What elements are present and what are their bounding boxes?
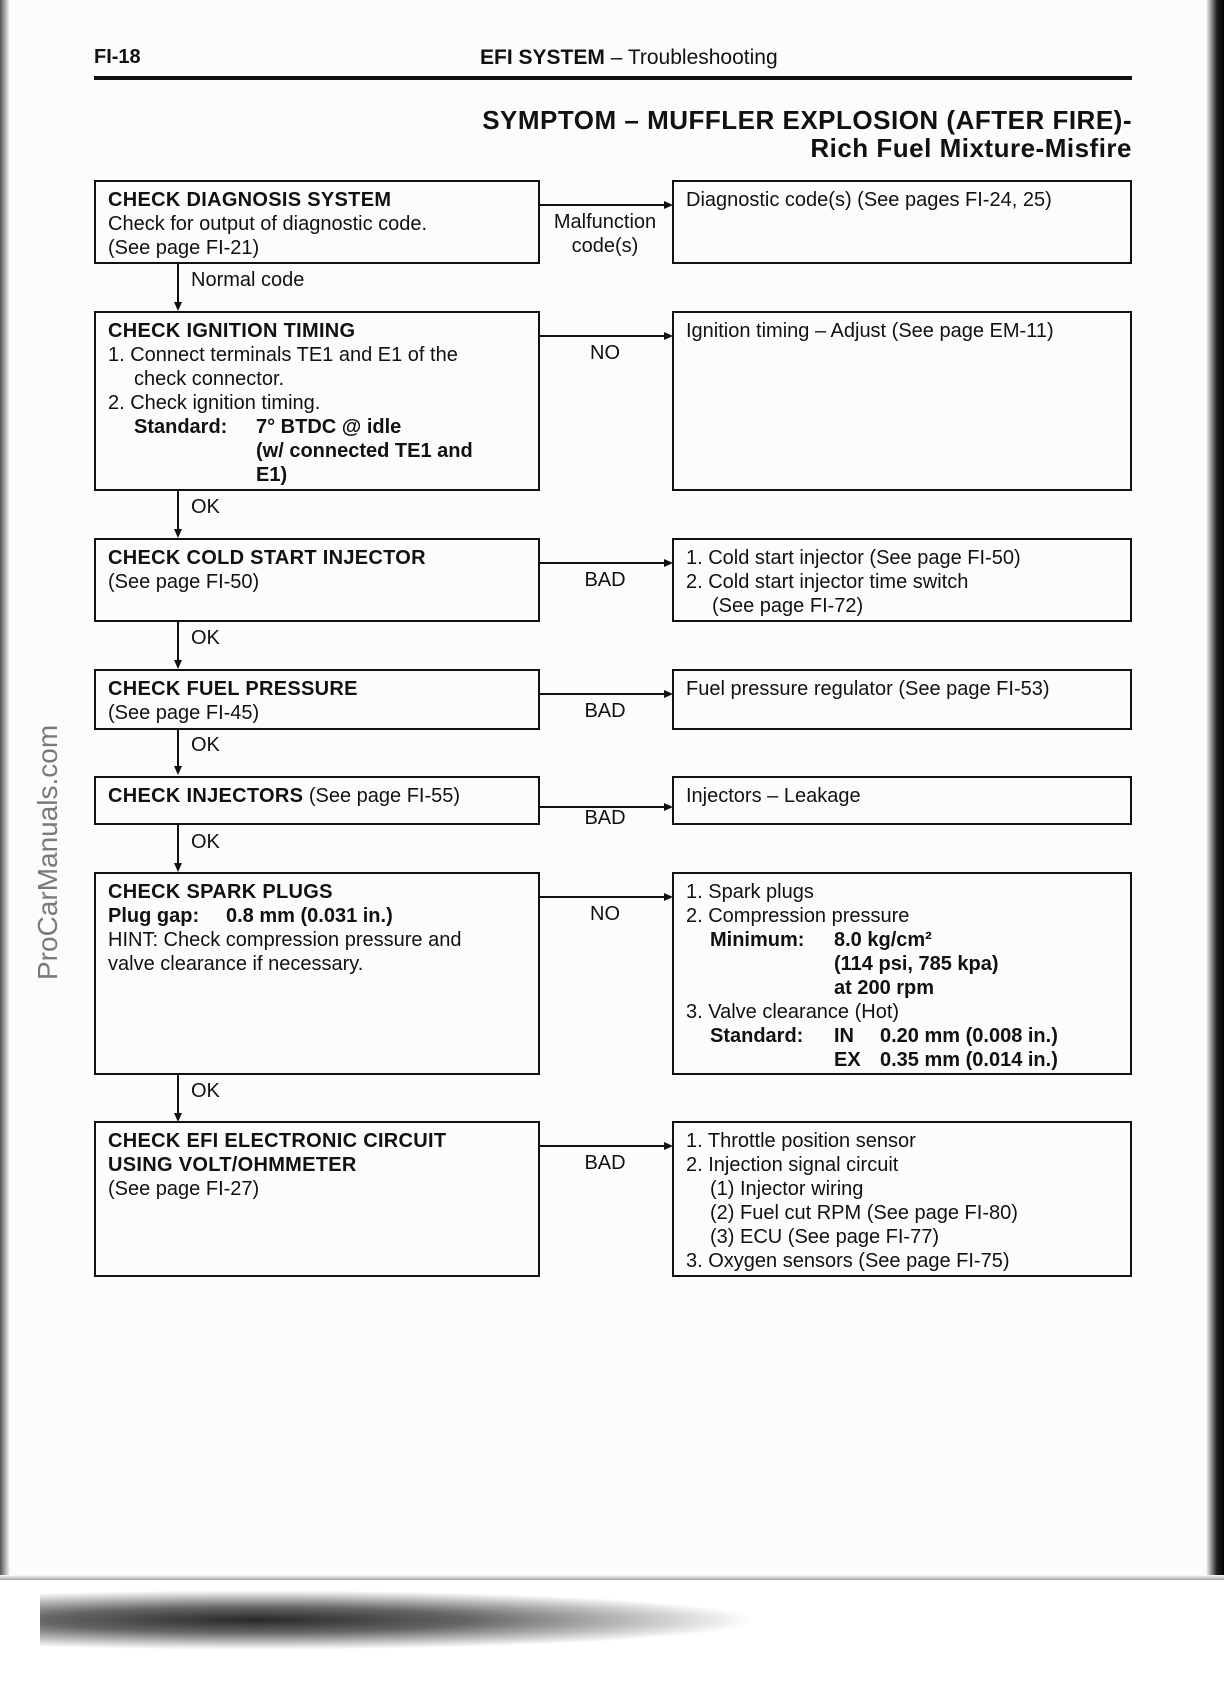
result-item: (See page FI-72)	[712, 595, 864, 617]
step-check-injectors	[94, 776, 540, 825]
watermark: ProCarManuals.com	[32, 724, 63, 980]
standard-value-cont: (w/ connected TE1 and	[256, 440, 473, 462]
section-header-rest: – Troubleshooting	[604, 46, 778, 69]
connector-line-down	[177, 1075, 179, 1115]
connector-line	[540, 562, 664, 564]
step-text: 2. Check ignition timing.	[108, 392, 321, 414]
in-value: 0.20 mm (0.008 in.)	[880, 1025, 1058, 1047]
result-cold-start-injector	[672, 538, 1132, 622]
step-check-efi-electronic-circuit	[94, 1121, 540, 1277]
arrow-down-icon	[174, 529, 182, 538]
arrow-down-icon	[174, 660, 182, 669]
page-number: FI-18	[94, 46, 141, 68]
scan-left-edge	[0, 0, 10, 1683]
in-label: IN	[834, 1025, 854, 1047]
result-subitem: (1) Injector wiring	[710, 1178, 864, 1200]
branch-label: NO	[590, 903, 620, 925]
connector-line-down	[177, 491, 179, 531]
result-subitem: (2) Fuel cut RPM (See page FI-80)	[710, 1202, 1018, 1224]
step-page-ref: (See page FI-50)	[108, 571, 260, 593]
step-check-fuel-pressure	[94, 669, 540, 730]
standard-value: 7° BTDC @ idle	[256, 416, 402, 438]
branch-label-line-1: Malfunction	[553, 211, 657, 233]
step-heading: CHECK SPARK PLUGS	[108, 881, 333, 903]
connector-line-down	[177, 825, 179, 865]
step-page-ref: (See page FI-55)	[303, 785, 461, 807]
step-check-cold-start-injector	[94, 538, 540, 622]
result-fuel-pressure-regulator	[672, 669, 1132, 730]
step-heading: CHECK INJECTORS	[108, 785, 304, 807]
plug-gap-value: 0.8 mm (0.031 in.)	[226, 905, 393, 927]
page-title	[482, 106, 1132, 162]
standard-label: Standard:	[710, 1025, 804, 1047]
result-ignition-timing	[672, 311, 1132, 491]
step-check-spark-plugs	[94, 872, 540, 1075]
step-heading: USING VOLT/OHMMETER	[108, 1154, 357, 1176]
step-heading-row	[108, 784, 526, 808]
branch-label	[540, 210, 670, 258]
down-label: OK	[191, 734, 220, 756]
result-item: 2. Injection signal circuit	[686, 1154, 899, 1176]
step-page-ref: (See page FI-21)	[108, 237, 260, 259]
result-text: Ignition timing – Adjust (See page EM-11)	[686, 320, 1054, 342]
branch-label-line-2: code(s)	[571, 235, 639, 257]
standard-in-row	[686, 1024, 1118, 1048]
step-text: check connector.	[134, 368, 285, 390]
result-text: Injectors – Leakage	[686, 785, 861, 807]
section-header-bold: EFI SYSTEM	[480, 46, 605, 69]
step-heading: CHECK DIAGNOSIS SYSTEM	[108, 189, 392, 211]
down-label: OK	[191, 831, 220, 853]
result-text: Diagnostic code(s) (See pages FI-24, 25)	[686, 189, 1052, 211]
result-subitem: (3) ECU (See page FI-77)	[710, 1226, 939, 1248]
step-text: 1. Connect terminals TE1 and E1 of the	[108, 344, 458, 366]
step-heading: CHECK COLD START INJECTOR	[108, 547, 426, 569]
branch-label: BAD	[584, 807, 626, 829]
arrow-down-icon	[174, 863, 182, 872]
step-check-ignition-timing	[94, 311, 540, 491]
step-page-ref: (See page FI-27)	[108, 1178, 260, 1200]
step-heading: CHECK IGNITION TIMING	[108, 320, 356, 342]
arrow-down-icon	[174, 302, 182, 311]
result-item: 2. Compression pressure	[686, 905, 910, 927]
branch-label: NO	[590, 342, 620, 364]
minimum-row	[686, 928, 1118, 952]
ex-value: 0.35 mm (0.014 in.)	[880, 1049, 1058, 1071]
section-header	[480, 46, 778, 70]
down-label: OK	[191, 496, 220, 518]
standard-row	[108, 415, 526, 439]
scan-smudge	[40, 1590, 760, 1650]
down-label: OK	[191, 1080, 220, 1102]
connector-line	[540, 204, 664, 206]
branch-label: BAD	[584, 1152, 626, 1174]
ex-label: EX	[834, 1049, 861, 1071]
step-heading: CHECK EFI ELECTRONIC CIRCUIT	[108, 1130, 447, 1152]
connector-line	[540, 1145, 664, 1147]
scan-right-edge	[1206, 0, 1224, 1600]
title-line-1: SYMPTOM – MUFFLER EXPLOSION (AFTER FIRE)-	[482, 105, 1132, 135]
connector-line	[540, 335, 664, 337]
arrow-down-icon	[174, 766, 182, 775]
hint-text: HINT: Check compression pressure and	[108, 929, 462, 951]
step-page-ref: (See page FI-45)	[108, 702, 260, 724]
down-label: OK	[191, 627, 220, 649]
result-item: 1. Spark plugs	[686, 881, 814, 903]
minimum-label: Minimum:	[710, 929, 805, 951]
step-heading: CHECK FUEL PRESSURE	[108, 678, 358, 700]
minimum-value-cont: (114 psi, 785 kpa)	[834, 953, 999, 975]
connector-line	[540, 693, 664, 695]
result-item: 3. Valve clearance (Hot)	[686, 1001, 900, 1023]
step-check-diagnosis-system	[94, 180, 540, 264]
result-injectors-leakage	[672, 776, 1132, 825]
down-label: Normal code	[191, 269, 305, 291]
plug-gap-row	[108, 904, 526, 928]
plug-gap-label: Plug gap:	[108, 905, 200, 927]
hint-text: valve clearance if necessary.	[108, 953, 364, 975]
header-rule	[94, 76, 1132, 80]
result-efi-circuit	[672, 1121, 1132, 1277]
result-item: 3. Oxygen sensors (See page FI-75)	[686, 1250, 1010, 1272]
result-spark-plugs	[672, 872, 1132, 1075]
connector-line-down	[177, 264, 179, 304]
standard-label: Standard:	[134, 416, 228, 438]
minimum-value-cont: at 200 rpm	[834, 977, 935, 999]
step-text: Check for output of diagnostic code.	[108, 213, 428, 235]
branch-label: BAD	[584, 700, 626, 722]
result-item: 1. Throttle position sensor	[686, 1130, 916, 1152]
title-line-2: Rich Fuel Mixture-Misfire	[810, 133, 1132, 163]
minimum-value: 8.0 kg/cm²	[834, 929, 932, 951]
connector-line-down	[177, 622, 179, 662]
result-item: 2. Cold start injector time switch	[686, 571, 969, 593]
result-item: 1. Cold start injector (See page FI-50)	[686, 547, 1021, 569]
standard-value-cont: E1)	[256, 464, 288, 486]
result-diagnostic-codes	[672, 180, 1132, 264]
result-text: Fuel pressure regulator (See page FI-53)	[686, 678, 1050, 700]
branch-label: BAD	[584, 569, 626, 591]
connector-line	[540, 896, 664, 898]
standard-ex-row	[686, 1048, 1118, 1072]
connector-line-down	[177, 730, 179, 768]
